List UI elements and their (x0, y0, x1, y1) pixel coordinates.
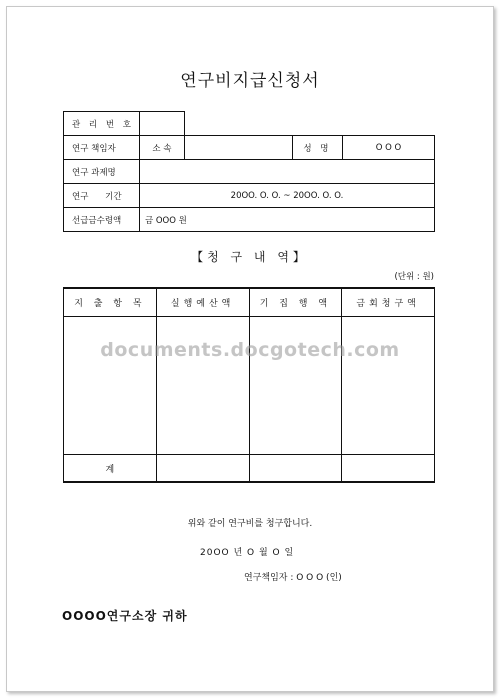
pi-label: 연구 책임자 (64, 136, 140, 160)
mgmt-no-label: 관 리 번 호 (64, 112, 140, 136)
project-value (139, 160, 434, 184)
request-date: 20OO 년 O 월 O 일 (200, 548, 295, 558)
project-label: 연구 과제명 (64, 160, 140, 184)
detail-table (63, 288, 435, 482)
body-cell-budget (156, 317, 249, 455)
info-table (63, 111, 435, 232)
document-title: 연구비지급신청서 (180, 71, 320, 91)
header-requested: 금회청구액 (342, 289, 435, 317)
addressee: OOOO연구소장 귀하 (62, 609, 188, 623)
detail-header-row (64, 289, 435, 317)
body-cell-executed (249, 317, 342, 455)
period-value: 20OO. O. O. ~ 20OO. O. O. (139, 184, 434, 208)
unit-label: (단위 : 원) (394, 272, 434, 282)
name-label: 성 명 (292, 136, 342, 160)
amount-label: 선급금수령액 (64, 208, 140, 232)
detail-total-row (64, 455, 435, 482)
affiliation-value (184, 136, 292, 160)
amount-value: 금 OOO 원 (139, 208, 434, 232)
affiliation-label: 소 속 (139, 136, 184, 160)
header-expense-item: 지 출 항 목 (64, 289, 157, 317)
table-top-rule (63, 287, 435, 289)
header-budget: 실행예산액 (156, 289, 249, 317)
total-budget (156, 455, 249, 482)
mgmt-no-value (139, 112, 184, 136)
body-cell-requested (342, 317, 435, 455)
total-requested (342, 455, 435, 482)
header-executed: 기 집 행 액 (249, 289, 342, 317)
mgmt-no-blank (184, 112, 434, 136)
body-cell-expense-item (64, 317, 157, 455)
section-title: 【청 구 내 역】 (191, 250, 309, 264)
name-value: O O O (342, 136, 434, 160)
watermark: documents.docgotech.com (100, 339, 400, 361)
request-statement: 위와 같이 연구비를 청구합니다. (187, 519, 313, 529)
total-executed (249, 455, 342, 482)
detail-body-row (64, 317, 435, 455)
period-label: 연구 기간 (64, 184, 140, 208)
total-label: 계 (64, 455, 157, 482)
signer-line: 연구책임자 : O O O (인) (244, 573, 342, 583)
table-bottom-rule (63, 481, 435, 483)
